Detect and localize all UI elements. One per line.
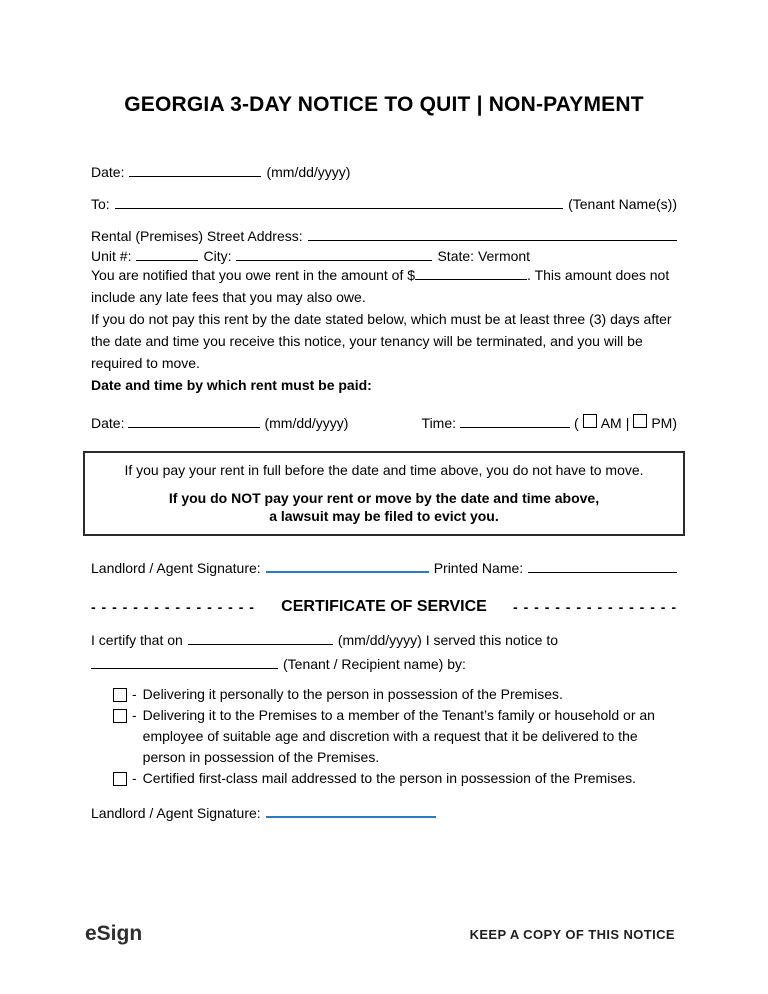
deadline-heading: Date and time by which rent must be paid: — [91, 377, 372, 393]
service-item-certified-mail — [113, 768, 677, 789]
amount-input-line[interactable] — [415, 276, 527, 280]
landlord-signature-line[interactable] — [266, 568, 429, 573]
amount-text-post: . This amount does not include any late fees that you may also owe. — [91, 267, 670, 305]
service-item-personal-delivery — [113, 684, 677, 705]
tenant-name-input-line[interactable] — [115, 205, 563, 209]
certify-line-2 — [91, 656, 677, 672]
unit-label: Unit #: — [91, 248, 132, 264]
service-item-label: Delivering it personally to the person in possession of the Premises. — [142, 686, 563, 702]
amount-paragraph — [91, 264, 677, 308]
printed-name-label: Printed Name: — [433, 560, 524, 576]
address-label: Rental (Premises) Street Address: — [91, 228, 303, 244]
certify-text-pre: I certify that on — [91, 632, 183, 648]
notice-box-spacer — [95, 479, 673, 489]
unit-input-line[interactable] — [136, 257, 198, 261]
date-label: Date: — [91, 164, 125, 180]
address-row — [91, 228, 677, 244]
item-dash: - — [132, 770, 137, 786]
address-input-line[interactable] — [308, 237, 677, 241]
printed-name-input-line[interactable] — [528, 569, 677, 573]
deadline-row — [91, 414, 677, 431]
certify-date-input-line[interactable] — [188, 641, 333, 645]
page-footer — [85, 922, 675, 946]
date-format-hint: (mm/dd/yyyy) — [266, 164, 351, 180]
city-label: City: — [203, 248, 232, 264]
notice-box-line3: a lawsuit may be filed to evict you. — [269, 508, 499, 524]
service-item-label: Certified first-class mail addressed to the person in possession of the Premises. — [142, 770, 637, 786]
deadline-time-label: Time: — [421, 415, 457, 431]
deadline-time-group — [422, 414, 677, 431]
deadline-date-format-hint: (mm/dd/yyyy) — [264, 415, 349, 431]
certify-text-post: (Tenant / Recipient name) by: — [283, 656, 466, 672]
amount-text-pre: You are notified that you owe rent in the amount of $ — [91, 267, 416, 283]
am-checkbox[interactable] — [583, 414, 597, 428]
certify-line-1 — [91, 632, 677, 648]
warning-paragraph: If you do not pay this rent by the date stated below, which must be at least three (3) days after the date and time you receive this notice, your tenancy will be terminated, and you will be required to move. — [91, 311, 672, 371]
landlord-signature-label: Landlord / Agent Signature: — [91, 560, 261, 576]
service-method-list — [91, 684, 677, 789]
am-pm-separator: | — [625, 415, 630, 431]
final-signature-line[interactable] — [266, 813, 436, 818]
certify-text-mid: (mm/dd/yyyy) I served this notice to — [337, 632, 559, 648]
item-dash: - — [132, 707, 137, 723]
deadline-time-input-line[interactable] — [460, 424, 570, 428]
unit-city-state-row — [91, 248, 677, 264]
page-title: GEORGIA 3-DAY NOTICE TO QUIT | NON-PAYMENT — [124, 93, 644, 116]
date-input-line[interactable] — [129, 173, 261, 177]
deadline-date-group — [91, 415, 348, 431]
certificate-heading-row — [91, 598, 677, 616]
notice-box-line1: If you pay your rent in full before the date and time above, you do not have to move. — [124, 462, 644, 478]
final-signature-label: Landlord / Agent Signature: — [91, 805, 261, 821]
certified-mail-checkbox[interactable] — [113, 772, 127, 786]
esign-logo: eSign — [85, 922, 143, 945]
state-label: State: Vermont — [437, 248, 531, 264]
service-item-label: Delivering it to the Premises to a member of the Tenant’s family or household or an employee of suitable age and discretion with a request that it be delivered to the person in possession of the Premises. — [142, 707, 655, 765]
pm-checkbox[interactable] — [633, 414, 647, 428]
to-row — [91, 196, 677, 212]
tenant-names-hint: (Tenant Name(s)) — [568, 196, 677, 212]
pm-label: PM) — [651, 415, 677, 431]
dashes-left: - - - - - - - - - - - - - - - - — [91, 599, 255, 615]
dashes-right: - - - - - - - - - - - - - - - - — [513, 599, 677, 615]
item-dash: - — [132, 686, 137, 702]
am-label: AM — [600, 415, 622, 431]
keep-copy-note: KEEP A COPY OF THIS NOTICE — [469, 926, 675, 942]
notice-box-line2: If you do NOT pay your rent or move by the date and time above, — [168, 490, 600, 506]
household-delivery-checkbox[interactable] — [113, 709, 127, 723]
service-item-household-delivery — [113, 705, 677, 768]
certificate-title: CERTIFICATE OF SERVICE — [281, 598, 487, 615]
notice-box — [83, 451, 685, 536]
signature-row — [91, 560, 677, 576]
to-label: To: — [91, 196, 110, 212]
date-row — [91, 164, 677, 180]
personal-delivery-checkbox[interactable] — [113, 688, 127, 702]
open-paren: ( — [574, 415, 579, 431]
deadline-date-label: Date: — [91, 415, 125, 431]
city-input-line[interactable] — [236, 257, 432, 261]
final-signature-row — [91, 805, 677, 821]
certify-recipient-input-line[interactable] — [91, 665, 278, 669]
deadline-date-input-line[interactable] — [128, 424, 260, 428]
